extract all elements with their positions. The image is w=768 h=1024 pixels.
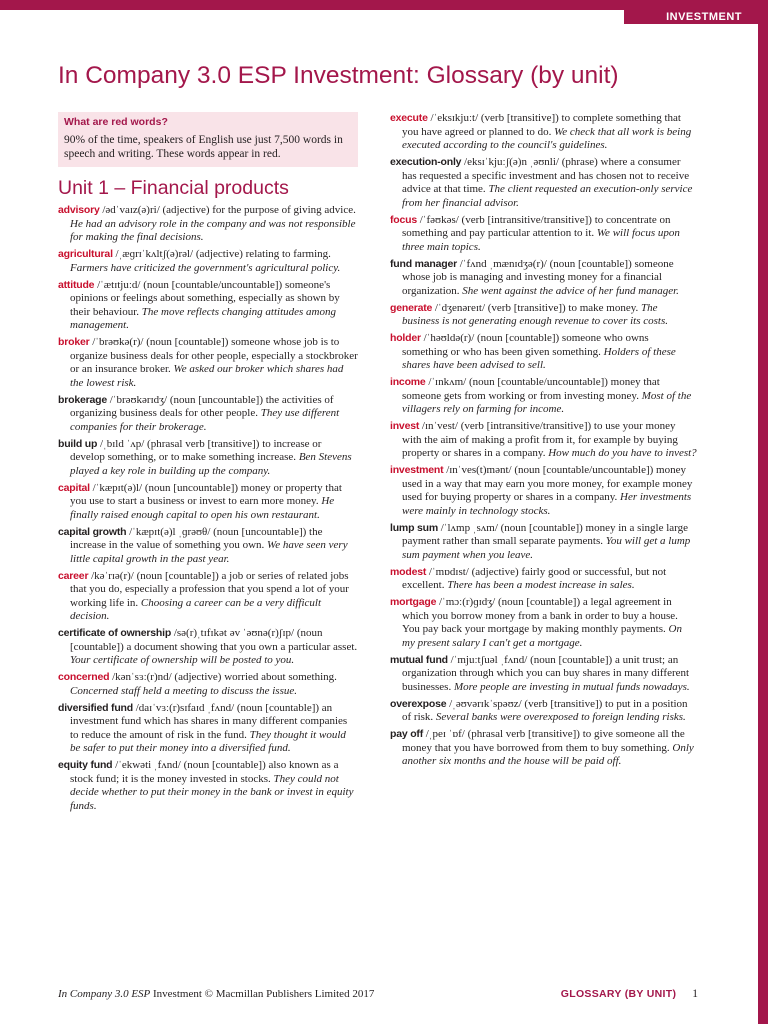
example-sentence: They could not decide whether to put their money in the bank or invest in equity funds. [70,772,354,812]
example-sentence: Several banks were overexposed to foreign lending risks. [435,711,686,723]
page-footer [58,986,698,1002]
headword: generate [390,301,433,314]
glossary-entry [390,420,697,461]
example-sentence: We asked our broker which shares had the lowest risk. [70,363,344,389]
book-title: In Company 3.0 ESP [58,988,151,1000]
phonetic: /ˈfəʊkəs/ [419,213,459,226]
example-sentence: We have seen very little capital growth in the past year. [70,539,348,565]
glossary-entry [58,526,358,567]
example-sentence: She went against the advice of her fund manager. [462,284,679,297]
top-frame-bar [0,0,768,10]
headword: invest [390,420,420,432]
definition: (noun [countable/uncountable]) money that someone gets from working or from investing money. [402,376,660,402]
headword: broker [58,336,90,348]
glossary-entry [58,570,358,624]
example-sentence: Your certificate of ownership will be posted to you. [70,654,295,666]
phonetic: /ɪnˈvest/ [421,420,458,432]
phonetic: /ˈætɪtjuːd/ [97,278,141,291]
glossary-entry [58,671,358,698]
phonetic: /ˈmjuːtʃuəl ˌfʌnd/ [450,653,528,666]
definition: (adjective) worried about something. [174,671,337,683]
phonetic: /ˈbrəʊkərɪdʒ/ [109,393,168,406]
headword: career [58,569,89,582]
glossary-entry [390,596,697,650]
definition: (noun [uncountable]) the increase in the value of something you own. [70,525,323,551]
phonetic: /eksɪˈkjuːʃ(ə)n ˌəʊnli/ [464,156,559,168]
example-sentence: You will get a lump sum payment when you leave. [402,535,691,561]
glossary-entry [390,302,697,329]
phonetic: /kənˈsɜː(r)nd/ [112,671,172,683]
definition: (noun [countable/uncountable]) someone's opinions or feelings about something, especially as shown by their behaviour. [70,278,340,318]
definition: (noun [countable]) a unit trust; an organization through which you can buy shares in many different businesses. [402,653,690,693]
example-sentence: They use different companies for their brokerage. [70,407,340,433]
headword: concerned [58,671,110,683]
example-sentence: He finally raised enough capital to open his own restaurant. [70,495,335,521]
definition: (noun [uncountable]) the activities of organizing business deals for other people. [70,393,334,419]
red-words-note [58,112,358,167]
section-tab: INVESTMENT [624,10,758,24]
headword: equity fund [58,759,113,771]
page-title: In Company 3.0 ESP Investment: Glossary (by unit) [58,62,619,89]
left-entry-list [58,204,358,813]
phonetic: /ˌæɡrɪˈkʌltʃ(ə)rəl/ [115,248,194,260]
phonetic: /ˈfʌnd ˌmænɪdʒə(r)/ [459,257,547,270]
copyright-text: Investment © Macmillan Publishers Limited 2017 [150,988,375,1000]
headword: fund manager [390,257,458,270]
glossary-entry [390,376,697,417]
glossary-entry [390,214,697,255]
headword: agricultural [58,248,113,260]
phonetic: /ˌpeɪ ˈɒf/ [425,728,465,740]
glossary-entry [58,438,358,479]
headword: capital growth [58,525,127,538]
headword: pay off [390,728,424,740]
headword: certificate of ownership [58,627,172,639]
definition: (noun [countable]) a job or series of related jobs that you do, especially a profession that you spend a lot of your working life in. [70,569,349,609]
headword: brokerage [58,393,107,406]
footer-right [561,986,698,1002]
definition: (verb [intransitive/transitive]) to concentrate on something and pay particular attention to it. [402,213,671,239]
glossary-entry [58,482,358,523]
glossary-entry [390,654,697,695]
glossary-entry [390,156,697,210]
glossary-entry [390,522,697,563]
definition: (adjective) for the purpose of giving advice. [162,204,356,216]
glossary-entry [390,332,697,373]
headword: modest [390,565,427,578]
glossary-entry [58,336,358,390]
definition: (phrase) where a consumer has requested a specific investment and has chosen not to receive advice at that time. [402,156,690,195]
example-sentence: We will focus upon three main topics. [402,227,680,253]
page-number: 1 [692,988,698,1000]
definition: (noun [countable]) a legal agreement in which you borrow money from a bank in order to buy a house. You pay back your mortgage by making monthly payments. [402,596,678,635]
definition: (noun [countable]) someone whose job is to organize business deals for other people, especially a stockbroker or an insurance broker. [70,336,358,375]
example-sentence: He had an advisory role in the company and was not responsible for making the final decisions. [70,217,356,243]
copyright-line [58,986,374,1002]
example-sentence: The client requested an execution-only service from her financial advisor. [402,183,693,209]
glossary-entry [58,702,358,756]
example-sentence: The move reflects changing attitudes among management. [70,305,336,331]
definition: (phrasal verb [transitive]) to increase or develop something, or to make something increase. [70,437,322,463]
example-sentence: We check that all work is being executed according to the council's guidelines. [402,125,692,151]
glossary-entry [390,112,697,153]
definition: (verb [intransitive/transitive]) to use your money with the aim of making a profit from it, for example by buying property or shares in a company. [402,420,678,459]
headword: mortgage [390,596,437,608]
example-sentence: On my present salary I can't get a mortgage. [402,623,682,649]
definition: (noun [countable]) someone whose job is managing and investing money for a financial organization. [402,257,674,297]
headword: mutual fund [390,653,448,666]
glossary-entry [390,258,697,299]
example-sentence: The business is not generating enough revenue to cover its costs. [402,301,668,327]
definition: (noun [countable]) also known as a stock fund; it is the money invested in stocks. [70,759,339,785]
phonetic: /ˈmɔː(r)ɡɪdʒ/ [439,596,496,608]
definition: (noun [uncountable]) money or property that you use to start a business or invest to earn more money. [70,481,342,507]
phonetic: /ˈekwəti ˌfʌnd/ [115,759,181,771]
note-text: 90% of the time, speakers of English use just 7,500 words in speech and writing. These words appear in red. [64,134,343,160]
headword: attitude [58,278,95,291]
glossary-entry [58,394,358,435]
definition: (adjective) relating to farming. [195,248,331,260]
phonetic: /ədˈvaɪz(ə)ri/ [102,204,160,216]
example-sentence: More people are investing in mutual funds nowadays. [453,680,690,693]
phonetic: /ˈɪnkʌm/ [428,376,467,388]
headword: execute [390,112,428,124]
example-sentence: Only another six months and the house will be paid off. [402,741,694,767]
phonetic: /ˌəʊvərɪkˈspəʊz/ [449,697,522,710]
phonetic: /kəˈrɪə(r)/ [91,569,134,582]
headword: lump sum [390,521,438,534]
definition: (verb [transitive]) to complete something that you have agreed or planned to do. [402,112,681,138]
phonetic: /daɪˈvɜː(r)sɪfaɪd ˌfʌnd/ [135,701,235,714]
definition: (noun [countable]) someone who owns something or who has been given something. [402,332,649,358]
phonetic: /ˈbrəʊkə(r)/ [92,336,144,348]
definition: (verb [transitive]) to put in a position of risk. [402,697,688,723]
right-column [390,112,697,772]
glossary-entry [58,248,358,275]
example-sentence: Holders of these shares have been advised to sell. [402,345,676,371]
phonetic: /ˈlʌmp ˌsʌm/ [440,521,498,534]
example-sentence: Farmers have criticized the government's agricultural policy. [70,261,341,274]
example-sentence: Concerned staff held a meeting to discuss the issue. [70,684,297,697]
headword: capital [58,481,90,494]
definition: (phrasal verb [transitive]) to give someone all the money that you have borrowed from them to buy something. [402,728,685,754]
phonetic: /ˈkæpɪt(ə)l ˌɡrəʊθ/ [129,525,211,538]
glossary-entry [390,464,697,518]
glossary-entry [390,728,697,769]
definition: (noun [countable/uncountable]) money used in a way that may earn you more money, for example money used for buying property or shares in a company. [402,464,693,503]
example-sentence: There has been a modest increase in sales. [447,579,635,591]
unit-heading: Unit 1 – Financial products [58,177,289,199]
headword: overexpose [390,697,447,710]
phonetic: /ˈhəʊldə(r)/ [423,332,475,344]
glossary-entry [390,566,697,593]
example-sentence: How much do you have to invest? [548,447,697,459]
phonetic: /ˈmɒdɪst/ [428,565,469,578]
definition: (verb [transitive]) to make money. [487,301,639,314]
headword: execution-only [390,156,462,168]
definition: (adjective) fairly good or successful, but not excellent. [402,565,667,591]
phonetic: /ˌbɪld ˈʌp/ [99,437,145,450]
definition: (noun [countable]) an investment fund which has shares in many different companies to reduce the amount of risk in the fund. [70,701,348,741]
right-entry-list [390,112,697,769]
footer-section-label: GLOSSARY (BY UNIT) [560,988,677,1000]
example-sentence: Choosing a career can be a very difficult decision. [70,596,322,622]
example-sentence: Her investments were mainly in technology stocks. [402,491,692,517]
example-sentence: Most of the villagers rely on farming for income. [402,389,692,415]
glossary-entry [58,279,358,333]
example-sentence: Ben Stevens played a key role in building up the company. [70,451,352,477]
left-column [58,112,358,817]
definition: (noun [countable]) a document showing that you own a particular asset. [70,627,358,653]
glossary-entry [58,204,358,245]
phonetic: /ˈdʒenəreɪt/ [434,301,486,314]
phonetic: /ɪnˈves(t)mənt/ [446,464,512,476]
headword: build up [58,437,98,450]
glossary-entry [58,759,358,813]
headword: advisory [58,204,100,216]
note-title: What are red words? [64,116,168,128]
glossary-entry [58,627,358,668]
definition: (noun [countable]) money in a single large payment rather than small separate payments. [402,521,688,547]
headword: focus [390,213,418,226]
headword: investment [390,464,444,476]
headword: holder [390,332,421,344]
headword: income [390,376,426,388]
phonetic: /ˈeksɪkjuːt/ [430,112,479,124]
glossary-entry [390,698,697,725]
example-sentence: They thought it would be safer to put their money into a diversified fund. [70,728,346,754]
headword: diversified fund [58,701,133,714]
phonetic: /sə(r)ˌtɪfɪkət əv ˈəʊnə(r)ʃɪp/ [173,627,295,639]
right-frame-bar [758,0,768,1024]
phonetic: /ˈkæpɪt(ə)l/ [92,481,143,494]
